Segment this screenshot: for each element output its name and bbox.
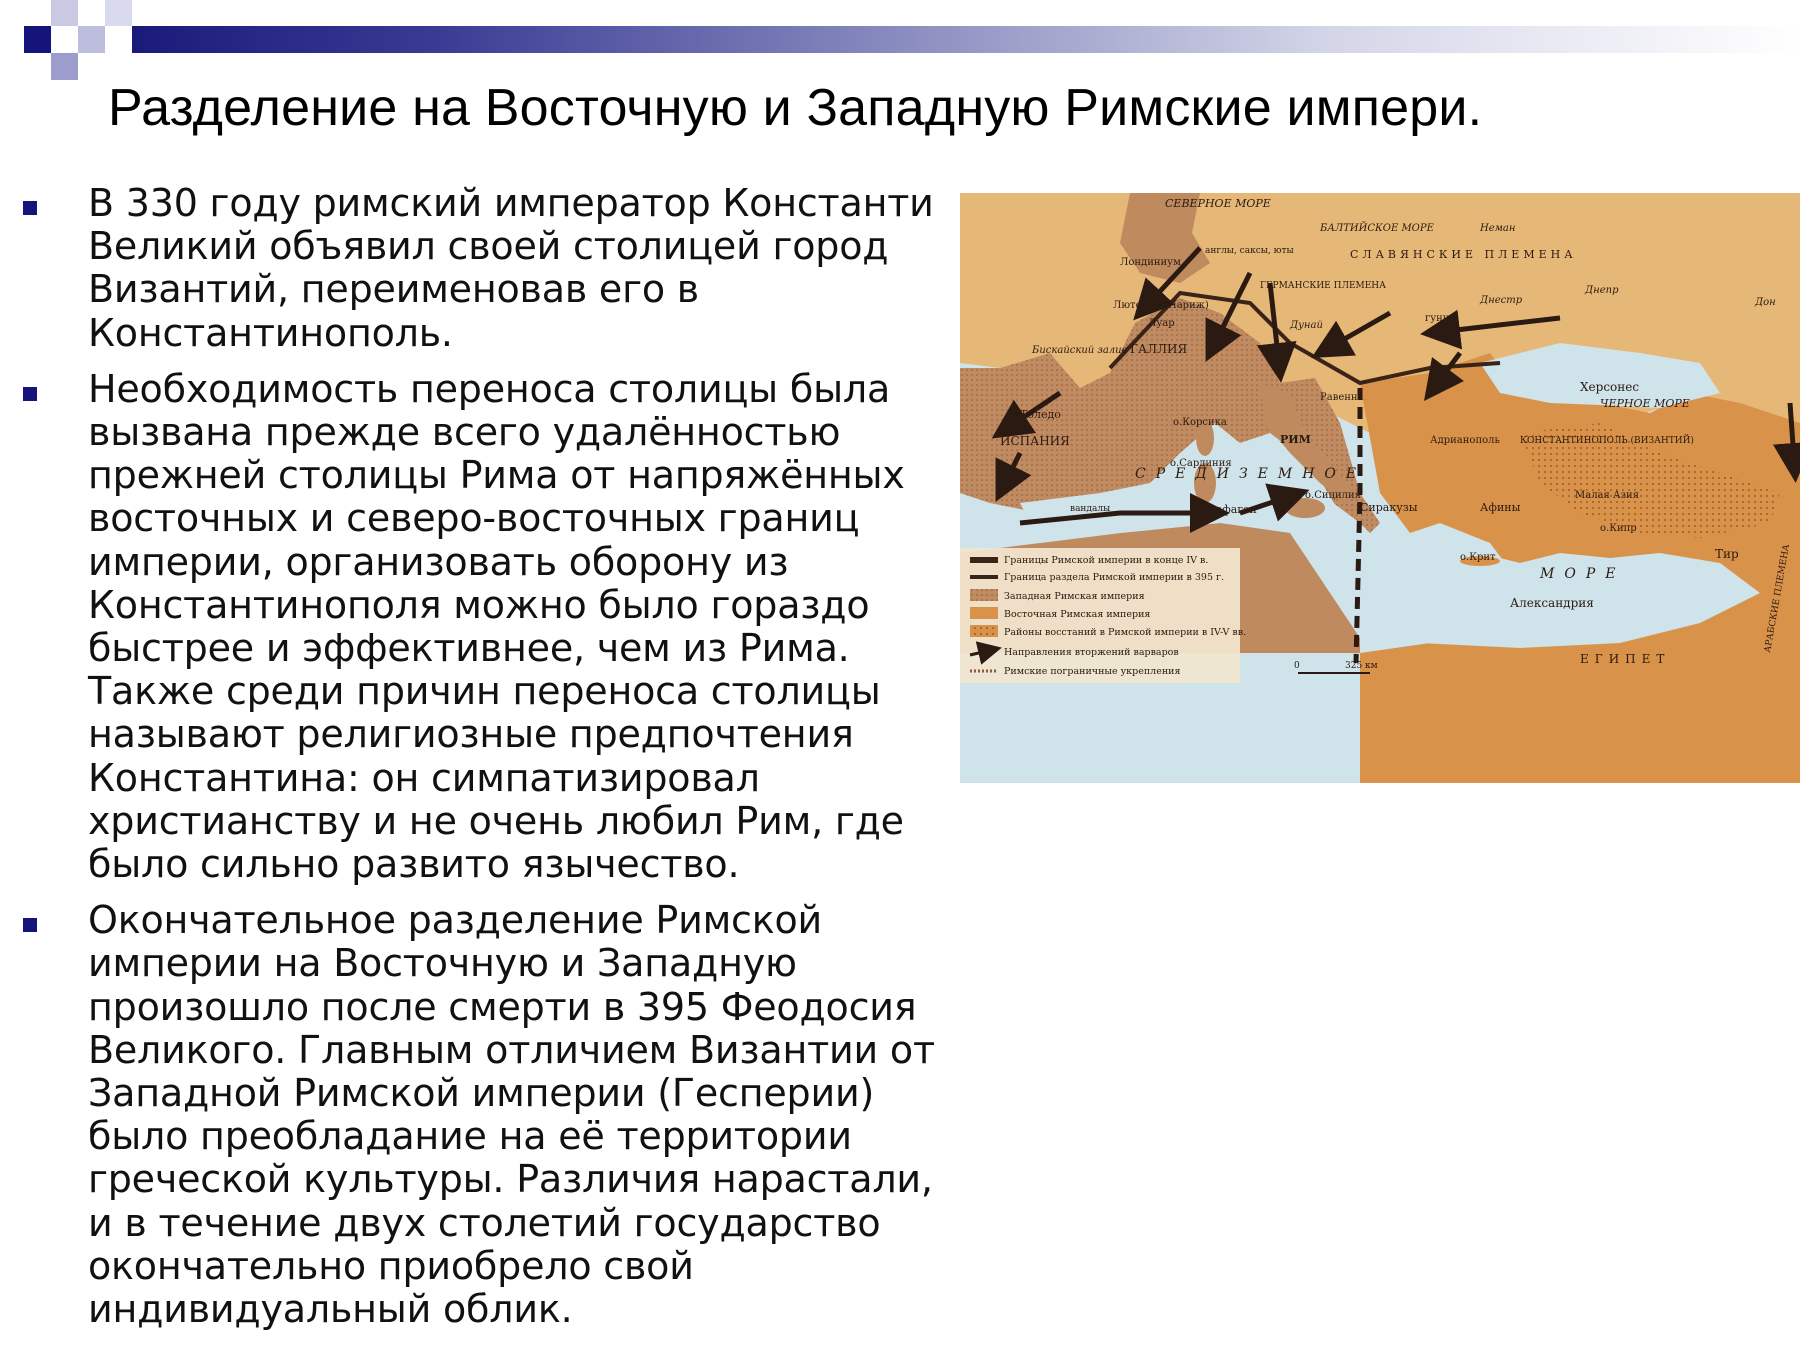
label-arabia: АРАБСКИЕ ПЛЕМЕНА: [1763, 543, 1793, 654]
svg-text:Направления вторжений варваров: Направления вторжений варваров: [1004, 647, 1179, 658]
label-germans: ГЕРМАНСКИЕ ПЛЕМЕНА: [1260, 281, 1386, 291]
svg-text:Районы восстаний в Римской имп: Районы восстаний в Римской империи в IV-V вв.: [1004, 627, 1247, 638]
slide-title: Разделение на Восточную и Западную Римские импери.: [108, 79, 1483, 137]
svg-text:Восточная Римская империя: Восточная Римская империя: [1004, 609, 1151, 620]
label-corsica: о.Корсика: [1173, 417, 1227, 428]
scale-label: 325 км: [1345, 661, 1378, 671]
svg-text:Западная Римская империя: Западная Римская империя: [1004, 591, 1145, 602]
label-dnepr: Днепр: [1585, 285, 1619, 296]
label-syracuse: Сиракузы: [1360, 501, 1418, 514]
corner-square-light: [78, 26, 105, 53]
label-athens: Афины: [1480, 501, 1521, 514]
bullet-text: В 330 году римский император Константи Великий объявил своей столицей город Византий, переименовав его в Константинополь.: [88, 181, 934, 355]
label-adrianople: Адрианополь: [1430, 435, 1500, 446]
legend-item: [970, 607, 1150, 620]
label-more: МОРЕ: [1540, 566, 1626, 582]
label-dnestr: Днестр: [1480, 295, 1523, 306]
label-rome: РИМ: [1280, 433, 1311, 446]
label-toledo: Толедо: [1020, 408, 1061, 421]
legend-item: [970, 572, 1224, 583]
legend-item: [970, 589, 1145, 602]
bullet-square-icon: [23, 387, 37, 401]
label-sicily: о.Сицилия: [1305, 490, 1361, 501]
label-alexandria: Александрия: [1510, 596, 1594, 610]
corner-square-mid: [105, 0, 132, 26]
label-huns: гунны: [1425, 313, 1458, 324]
label-lugdunum: Луар: [1148, 318, 1175, 329]
label-don: Дон: [1755, 297, 1776, 308]
label-danube: Дунай: [1290, 320, 1323, 331]
label-chersonesos: Херсонес: [1580, 380, 1640, 394]
label-carthage: Карфаген: [1200, 503, 1257, 516]
label-cyprus: о.Кипр: [1600, 523, 1637, 534]
label-med-sea: СРЕДИЗЕМНОЕ: [1135, 466, 1367, 482]
bullet-item: [0, 899, 960, 1331]
scale-zero-label: 0: [1294, 661, 1300, 671]
label-tyre: Тир: [1715, 547, 1739, 561]
legend-item: [970, 625, 1246, 638]
label-anglo: англы, саксы, юты: [1205, 246, 1294, 256]
sicily: [1285, 498, 1325, 518]
label-constantinople: КОНСТАНТИНОПОЛЬ (ВИЗАНТИЙ): [1520, 436, 1694, 446]
corner-square-light: [51, 0, 78, 26]
roman-empire-map: [960, 193, 1800, 783]
map-svg: [960, 193, 1800, 783]
label-slavs: СЛАВЯНСКИЕ ПЛЕМЕНА: [1350, 248, 1577, 261]
label-hispania: ИСПАНИЯ: [1000, 434, 1070, 448]
label-sardinia: о.Сардиния: [1170, 458, 1232, 469]
bullet-text: Окончательное разделение Римской империи на Восточную и Западную произошло после смерти в 395 Феодосия Великого. Главным отличием Византии от Западной Римской империи (Гесперии) было преобладание на её территории греческой культуры. Различия нарастали, и в течение двух столетий государство окончательно приобрело свой индивидуальный облик.: [88, 898, 935, 1332]
label-neman: Неман: [1480, 223, 1516, 234]
bullet-square-icon: [23, 201, 37, 215]
bullet-item: [0, 368, 960, 886]
bullet-item: [0, 182, 960, 355]
svg-text:Граница раздела Римской импери: Граница раздела Римской империи в 395 г.: [1004, 572, 1225, 583]
label-baltic-sea: БАЛТИЙСКОЕ МОРЕ: [1320, 223, 1434, 234]
label-lutetia: Лютеция (Париж): [1113, 300, 1209, 311]
label-biscay: Бискайский залив: [1032, 345, 1128, 356]
label-black-sea: ЧЕРНОЕ МОРЕ: [1600, 397, 1690, 410]
label-ravenna: Равенна: [1320, 392, 1364, 403]
svg-text:Границы Римской империи в конц: Границы Римской империи в конце IV в.: [1004, 555, 1209, 566]
bullet-text: Необходимость переноса столицы была вызвана прежде всего удалённостью прежней столицы Рима от напряжённых восточных и северо-восточных границ империи, организовать оборону из Константинополя можно было гораздо быстрее и эффективнее, чем из Рима. Также среди причин переноса столицы называют религиозные предпочтения Константина: он симпатизировал христианству и не очень любил Рим, где было сильно развито язычество.: [88, 366, 905, 887]
legend-item: [970, 555, 1208, 566]
header-gradient-bar: [132, 26, 1800, 53]
label-londinium: Лондиниум: [1120, 257, 1181, 268]
corner-square-mid: [51, 53, 78, 80]
svg-text:Римские пограничные укрепления: Римские пограничные укрепления: [1004, 666, 1181, 677]
label-gallia: ГАЛЛИЯ: [1130, 342, 1188, 356]
label-asia-minor: Малая Азия: [1575, 490, 1640, 501]
bullet-list: [0, 182, 960, 1344]
label-crete: о.Крит: [1460, 552, 1496, 563]
bullet-square-icon: [23, 918, 37, 932]
label-north-sea: СЕВЕРНОЕ МОРЕ: [1165, 197, 1271, 210]
label-egypt: ЕГИПЕТ: [1580, 652, 1671, 666]
corner-square-dark: [24, 26, 51, 53]
label-vandals: вандалы: [1070, 504, 1111, 514]
